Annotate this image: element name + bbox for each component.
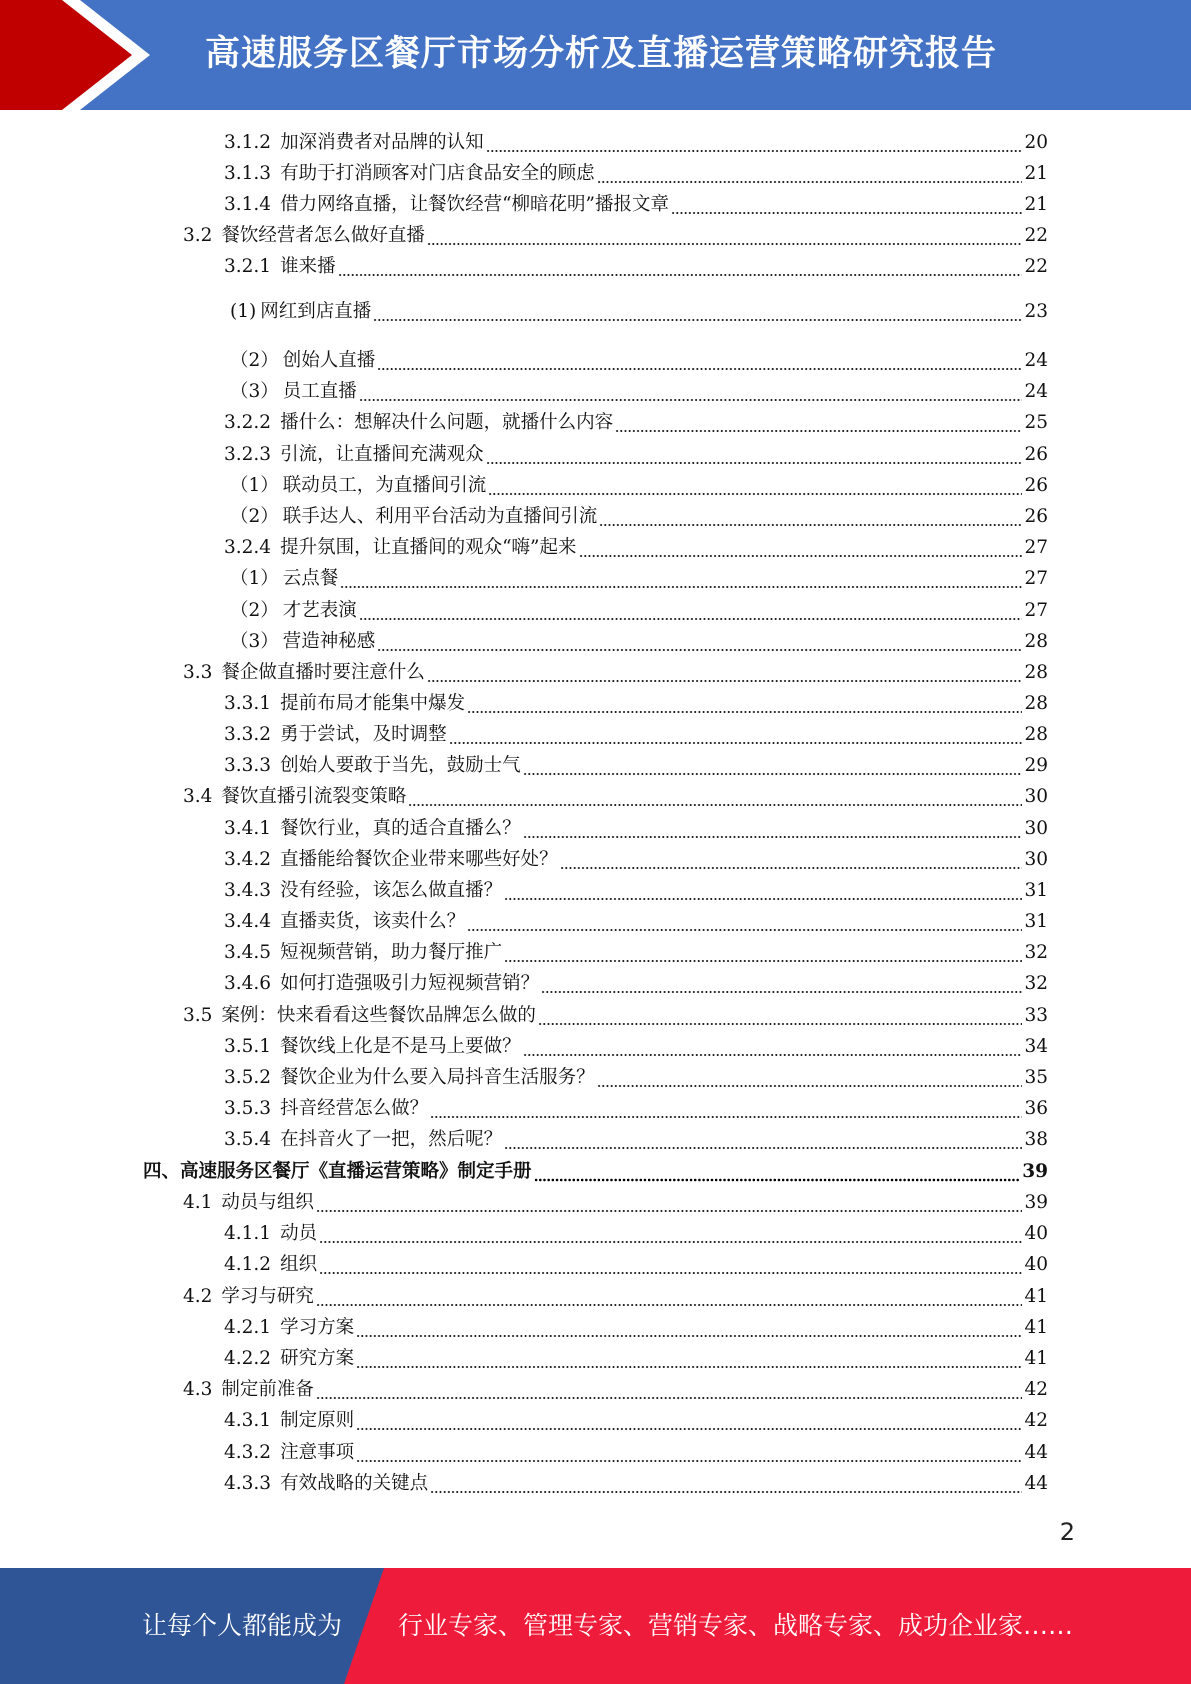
toc-entry-number: 3.4.6 — [224, 973, 272, 994]
toc-entry-number: （2） — [230, 350, 279, 371]
toc-dot-leader — [579, 536, 1023, 560]
toc-entry-number: 3.5 — [183, 1005, 213, 1026]
toc-entry-page: 22 — [1024, 256, 1048, 277]
toc-entry-number: 3.2.2 — [224, 412, 272, 433]
page-footer — [0, 1568, 1191, 1684]
toc-entry[interactable] — [224, 972, 1048, 996]
toc-entry-page: 41 — [1024, 1286, 1048, 1307]
toc-entry-page: 27 — [1024, 600, 1048, 621]
toc-entry[interactable] — [224, 723, 1048, 747]
toc-entry-page: 41 — [1024, 1317, 1048, 1338]
toc-dot-leader — [377, 630, 1022, 654]
toc-entry-label: 勇于尝试，及时调整 — [280, 724, 447, 745]
toc-entry-number: 3.2.3 — [224, 444, 272, 465]
toc-entry-number: 4.1.2 — [224, 1254, 272, 1275]
toc-entry-number: （3） — [230, 631, 279, 652]
toc-dot-leader — [319, 1253, 1022, 1277]
toc-entry[interactable] — [230, 599, 1048, 623]
toc-entry-page: 20 — [1024, 132, 1048, 153]
toc-entry-page: 39 — [1022, 1161, 1048, 1182]
toc-entry-label: 提前布局才能集中爆发 — [280, 693, 466, 714]
footer-slogan-left: 让每个人都能成为 — [142, 1611, 343, 1640]
toc-entry-number: 4.1 — [183, 1192, 213, 1213]
toc-entry-number: （1） — [230, 568, 279, 589]
toc-dot-leader — [427, 224, 1023, 248]
toc-entry-page: 32 — [1024, 942, 1048, 963]
toc-entry-label: 学习方案 — [280, 1317, 355, 1338]
toc-entry[interactable] — [224, 1316, 1048, 1340]
toc-entry[interactable] — [224, 754, 1048, 778]
toc-entry-number: 4.3.1 — [224, 1410, 272, 1431]
toc-dot-leader — [359, 599, 1023, 623]
toc-entry-number: 3.5.1 — [224, 1036, 272, 1057]
toc-dot-leader — [377, 349, 1022, 373]
toc-entry-page: 28 — [1024, 693, 1048, 714]
toc-entry-page: 25 — [1024, 412, 1048, 433]
toc-entry[interactable] — [230, 380, 1048, 404]
toc-dot-leader — [359, 380, 1023, 404]
toc-dot-leader — [427, 661, 1023, 685]
toc-entry[interactable] — [224, 162, 1048, 186]
toc-dot-leader — [316, 1285, 1023, 1309]
toc-entry-label: 引流，让直播间充满观众 — [280, 444, 484, 465]
document-title: 高速服务区餐厅市场分析及直播运营策略研究报告 — [205, 34, 998, 74]
toc-entry-label: 直播能给餐饮企业带来哪些好处？ — [280, 849, 558, 870]
toc-entry-number: 3.3.1 — [224, 693, 272, 714]
toc-entry-label: 组织 — [280, 1254, 318, 1275]
toc-entry-number: 3.5.2 — [224, 1067, 272, 1088]
toc-entry-number: 4.3.3 — [224, 1473, 272, 1494]
toc-entry-number: 3.4.3 — [224, 880, 272, 901]
toc-entry[interactable] — [224, 131, 1048, 155]
toc-entry-label: 抖音经营怎么做？ — [280, 1098, 429, 1119]
toc-dot-leader — [338, 255, 1023, 279]
toc-entry[interactable] — [183, 785, 1048, 809]
toc-dot-leader — [430, 1472, 1022, 1496]
toc-entry-label: 如何打造强吸引力短视频营销？ — [280, 973, 540, 994]
toc-entry-number: (1) — [230, 301, 257, 322]
toc-dot-leader — [486, 131, 1023, 155]
toc-entry-number: 3.1.3 — [224, 163, 272, 184]
toc-entry[interactable] — [224, 411, 1048, 435]
toc-entry-label: 网红到店直播 — [260, 301, 372, 322]
toc-entry[interactable] — [224, 1472, 1048, 1496]
toc-entry-page: 27 — [1024, 537, 1048, 558]
toc-entry-label: 营造神秘感 — [282, 631, 376, 652]
toc-entry-number: 4.2.1 — [224, 1317, 272, 1338]
toc-entry-label: 餐企做直播时要注意什么 — [221, 662, 425, 683]
toc-entry-number: 4.3 — [183, 1379, 213, 1400]
toc-entry-label: 直播卖货，该卖什么？ — [280, 911, 466, 932]
toc-entry-page: 44 — [1024, 1473, 1048, 1494]
toc-entry[interactable] — [224, 1441, 1048, 1465]
toc-entry-number: 3.1.4 — [224, 194, 272, 215]
toc-dot-leader — [488, 474, 1022, 498]
toc-dot-leader — [316, 1191, 1023, 1215]
toc-entry[interactable] — [224, 1097, 1048, 1121]
toc-dot-leader — [504, 1128, 1022, 1152]
toc-entry-page: 26 — [1024, 475, 1048, 496]
toc-entry-number: 4.2 — [183, 1286, 213, 1307]
toc-entry-page: 35 — [1024, 1067, 1048, 1088]
toc-entry-page: 40 — [1024, 1223, 1048, 1244]
toc-entry-label: 没有经验，该怎么做直播？ — [280, 880, 503, 901]
toc-dot-leader — [671, 193, 1022, 217]
toc-entry-page: 24 — [1024, 381, 1048, 402]
toc-entry-page: 21 — [1024, 194, 1048, 215]
toc-entry-number: 4.1.1 — [224, 1223, 272, 1244]
toc-entry-label: 云点餐 — [282, 568, 339, 589]
toc-entry-label: 创始人直播 — [282, 350, 376, 371]
toc-dot-leader — [316, 1378, 1023, 1402]
toc-dot-leader — [538, 1004, 1023, 1028]
toc-dot-leader — [534, 1160, 1021, 1184]
toc-dot-leader — [560, 848, 1023, 872]
toc-dot-leader — [373, 300, 1022, 324]
footer-slogan-right: 行业专家、管理专家、营销专家、战略专家、成功企业家…… — [398, 1611, 1074, 1640]
toc-entry-number: 3.5.3 — [224, 1098, 272, 1119]
toc-entry-number: （1） — [230, 475, 279, 496]
toc-entry-label: 制定原则 — [280, 1410, 355, 1431]
toc-entry-number: 3.2 — [183, 225, 213, 246]
toc-entry[interactable] — [224, 443, 1048, 467]
toc-entry-label: 餐饮直播引流裂变策略 — [221, 786, 407, 807]
toc-dot-leader — [356, 1347, 1022, 1371]
toc-entry-page: 33 — [1024, 1005, 1048, 1026]
toc-entry[interactable] — [224, 817, 1048, 841]
toc-entry-label: 有助于打消顾客对门店食品安全的顾虑 — [280, 163, 595, 184]
toc-dot-leader — [599, 505, 1022, 529]
toc-entry-label: 创始人要敢于当先，鼓励士气 — [280, 755, 521, 776]
toc-entry[interactable] — [183, 1004, 1048, 1028]
toc-entry-number: 3.4.1 — [224, 818, 272, 839]
toc-entry-page: 30 — [1024, 818, 1048, 839]
toc-entry-page: 30 — [1024, 786, 1048, 807]
toc-entry[interactable] — [183, 1378, 1048, 1402]
toc-entry-label: 谁来播 — [280, 256, 336, 277]
toc-entry-number: 3.2.4 — [224, 537, 272, 558]
toc-entry[interactable] — [230, 567, 1048, 591]
toc-entry-page: 22 — [1024, 225, 1048, 246]
toc-entry-label: 播什么：想解决什么问题，就播什么内容 — [280, 412, 614, 433]
toc-entry-number: 3.4 — [183, 786, 213, 807]
page-header — [0, 0, 1191, 110]
toc-dot-leader — [523, 754, 1023, 778]
toc-entry-page: 24 — [1024, 350, 1048, 371]
toc-entry-page: 36 — [1024, 1098, 1048, 1119]
toc-entry-page: 26 — [1024, 506, 1048, 527]
toc-dot-leader — [467, 910, 1022, 934]
toc-entry[interactable] — [224, 879, 1048, 903]
toc-entry-label: 联手达人、利用平台活动为直播间引流 — [282, 506, 598, 527]
toc-entry-page: 28 — [1024, 662, 1048, 683]
toc-entry[interactable] — [224, 1409, 1048, 1433]
toc-entry[interactable] — [230, 474, 1048, 498]
toc-entry-label: 餐饮经营者怎么做好直播 — [221, 225, 425, 246]
toc-entry-page: 29 — [1024, 755, 1048, 776]
toc-entry-page: 42 — [1024, 1379, 1048, 1400]
toc-entry-page: 21 — [1024, 163, 1048, 184]
toc-entry-page: 26 — [1024, 444, 1048, 465]
toc-entry-label: 注意事项 — [280, 1442, 355, 1463]
toc-entry-page: 42 — [1024, 1410, 1048, 1431]
toc-entry-page: 31 — [1024, 880, 1048, 901]
toc-entry[interactable] — [224, 1128, 1048, 1152]
toc-entry-number: （2） — [230, 506, 279, 527]
toc-entry-label: 联动员工，为直播间引流 — [282, 475, 487, 496]
toc-entry-number: 3.3 — [183, 662, 213, 683]
toc-entry-label: 在抖音火了一把，然后呢？ — [280, 1129, 503, 1150]
toc-entry[interactable] — [224, 1347, 1048, 1371]
toc-dot-leader — [449, 723, 1023, 747]
toc-dot-leader — [504, 941, 1022, 965]
toc-entry[interactable] — [230, 505, 1048, 529]
toc-entry-label: 制定前准备 — [221, 1379, 314, 1400]
toc-entry[interactable] — [183, 661, 1048, 685]
toc-dot-leader — [541, 972, 1022, 996]
toc-entry-number: 3.3.3 — [224, 755, 272, 776]
toc-dot-leader — [615, 411, 1022, 435]
toc-dot-leader — [430, 1097, 1022, 1121]
toc-entry-number: 3.3.2 — [224, 724, 272, 745]
toc-entry[interactable] — [224, 941, 1048, 965]
toc-entry-label: 动员与组织 — [221, 1192, 314, 1213]
toc-entry-page: 41 — [1024, 1348, 1048, 1369]
toc-entry[interactable] — [224, 193, 1048, 217]
page-number: 2 — [1059, 1518, 1075, 1546]
toc-entry-number: （2） — [230, 600, 279, 621]
toc-entry-number: 3.2.1 — [224, 256, 272, 277]
toc-entry-label: 加深消费者对品牌的认知 — [280, 132, 484, 153]
toc-entry-page: 39 — [1024, 1192, 1048, 1213]
toc-dot-leader — [486, 443, 1023, 467]
toc-entry[interactable] — [183, 224, 1048, 248]
toc-dot-leader — [523, 817, 1023, 841]
toc-entry[interactable] — [224, 255, 1048, 279]
toc-entry[interactable] — [224, 1066, 1048, 1090]
toc-entry-page: 28 — [1024, 724, 1048, 745]
toc-entry-page: 30 — [1024, 849, 1048, 870]
toc-entry-number: 四、 — [143, 1161, 181, 1182]
toc-dot-leader — [597, 1066, 1023, 1090]
toc-entry-label: 案例：快来看看这些餐饮品牌怎么做的 — [221, 1005, 536, 1026]
toc-entry[interactable] — [224, 1035, 1048, 1059]
toc-entry-number: 3.4.2 — [224, 849, 272, 870]
toc-entry-label: 借力网络直播，让餐饮经营“柳暗花明”播报文章 — [280, 194, 669, 215]
toc-entry[interactable] — [224, 536, 1048, 560]
toc-entry-label: 提升氛围，让直播间的观众“嗨”起来 — [280, 537, 577, 558]
toc-entry[interactable] — [224, 1253, 1048, 1277]
toc-entry-label: 餐饮行业，真的适合直播么？ — [280, 818, 521, 839]
toc-entry-label: 才艺表演 — [282, 600, 357, 621]
toc-entry[interactable] — [230, 630, 1048, 654]
toc-entry-number: 3.1.2 — [224, 132, 272, 153]
toc-entry-page: 44 — [1024, 1442, 1048, 1463]
toc-entry-page: 40 — [1024, 1254, 1048, 1275]
toc-entry-number: 3.4.4 — [224, 911, 272, 932]
toc-entry-page: 23 — [1024, 301, 1048, 322]
toc-dot-leader — [356, 1316, 1022, 1340]
toc-entry-page: 38 — [1024, 1129, 1048, 1150]
toc-entry-number: 3.4.5 — [224, 942, 272, 963]
toc-entry-number: （3） — [230, 381, 279, 402]
toc-dot-leader — [319, 1222, 1022, 1246]
toc-entry-page: 32 — [1024, 973, 1048, 994]
toc-entry[interactable] — [224, 848, 1048, 872]
toc-dot-leader — [504, 879, 1022, 903]
toc-entry-label: 餐饮企业为什么要入局抖音生活服务？ — [280, 1067, 595, 1088]
toc-entry[interactable] — [143, 1160, 1048, 1184]
toc-entry-label: 有效战略的关键点 — [280, 1473, 429, 1494]
toc-entry-label: 餐饮线上化是不是马上要做？ — [280, 1036, 521, 1057]
toc-entry-page: 27 — [1024, 568, 1048, 589]
toc-entry-label: 短视频营销，助力餐厅推广 — [280, 942, 503, 963]
toc-entry-label: 高速服务区餐厅《直播运营策略》制定手册 — [180, 1161, 532, 1182]
toc-entry-page: 34 — [1024, 1036, 1048, 1057]
toc-dot-leader — [467, 692, 1022, 716]
toc-entry[interactable] — [224, 692, 1048, 716]
toc-entry-page: 31 — [1024, 911, 1048, 932]
toc-entry-label: 学习与研究 — [221, 1286, 314, 1307]
toc-dot-leader — [597, 162, 1023, 186]
toc-entry-label: 研究方案 — [280, 1348, 355, 1369]
toc-entry[interactable] — [224, 1222, 1048, 1246]
toc-entry-label: 动员 — [280, 1223, 318, 1244]
toc-dot-leader — [356, 1409, 1022, 1433]
toc-entry[interactable] — [230, 349, 1048, 373]
toc-entry-number: 4.2.2 — [224, 1348, 272, 1369]
toc-dot-leader — [340, 567, 1022, 591]
toc-entry-number: 3.5.4 — [224, 1129, 272, 1150]
toc-entry[interactable] — [224, 910, 1048, 934]
toc-dot-leader — [356, 1441, 1022, 1465]
toc-entry[interactable] — [183, 1191, 1048, 1215]
toc-entry-number: 4.3.2 — [224, 1442, 272, 1463]
toc-entry[interactable] — [230, 300, 1048, 324]
toc-entry-label: 员工直播 — [282, 381, 357, 402]
toc-entry-page: 28 — [1024, 631, 1048, 652]
toc-entry[interactable] — [183, 1285, 1048, 1309]
toc-dot-leader — [523, 1035, 1023, 1059]
toc-dot-leader — [408, 785, 1022, 809]
